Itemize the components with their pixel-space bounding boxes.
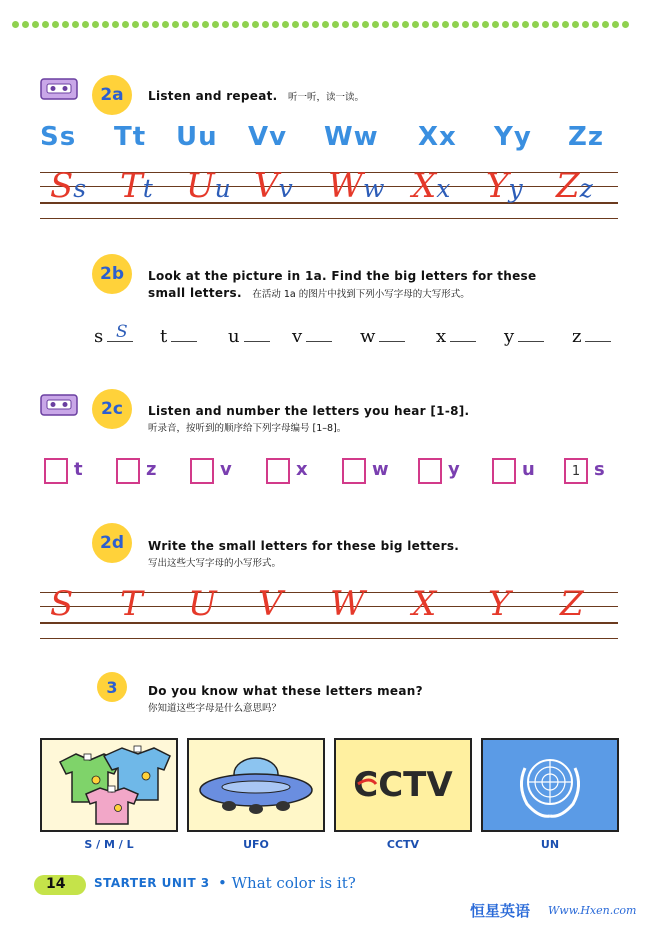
script-lower: v: [278, 174, 293, 203]
cctv-logo-icon: [336, 740, 470, 830]
fill-letter: y: [504, 326, 515, 347]
instruction-3-cn: 你知道这些字母是什么意思吗？: [148, 703, 282, 714]
instruction-2a-text: Listen and repeat.: [148, 89, 278, 103]
script-letter-row: [40, 166, 620, 222]
border-dot: [562, 21, 569, 28]
script-letter-pair: [412, 166, 450, 206]
border-dot: [52, 21, 59, 28]
cassette-icon: [40, 394, 78, 416]
border-dot: [332, 21, 339, 28]
box-letter: x: [296, 459, 308, 480]
fill-item: [228, 326, 270, 347]
print-letter-pair: Ww: [324, 122, 379, 152]
border-dot: [232, 21, 239, 28]
section-badge-2d: 2d: [92, 523, 132, 563]
border-dot: [462, 21, 469, 28]
border-dot: [592, 21, 599, 28]
print-letter-pair: Yy: [494, 122, 532, 152]
answer-blank[interactable]: [450, 327, 476, 342]
fill-letter: s: [94, 326, 104, 347]
border-dot: [172, 21, 179, 28]
border-dot: [372, 21, 379, 28]
number-box-example: 1: [564, 458, 588, 484]
answer-blank[interactable]: [585, 327, 611, 342]
fill-letter: z: [572, 326, 582, 347]
border-dot: [452, 21, 459, 28]
fill-letter: w: [360, 326, 376, 347]
script-letter-pair: [486, 166, 523, 206]
fill-item: [504, 326, 544, 347]
instruction-3-text: Do you know what these letters mean?: [148, 684, 423, 698]
border-dot: [252, 21, 259, 28]
number-box[interactable]: [190, 458, 214, 484]
box-letter: y: [448, 459, 460, 480]
box-letter: t: [74, 459, 83, 480]
page-number: 14: [46, 876, 66, 892]
border-dot: [12, 21, 19, 28]
script-lower: u: [214, 174, 231, 203]
border-dot: [492, 21, 499, 28]
script-upper: W: [328, 166, 363, 206]
instruction-2c: [148, 403, 469, 437]
script-letter-pair: [254, 166, 293, 206]
script-lower: z: [579, 174, 593, 203]
border-dot: [572, 21, 579, 28]
big-letter: U: [188, 584, 217, 624]
big-letter: S: [50, 584, 74, 624]
big-letter-row: [40, 584, 620, 630]
instruction-2d: [148, 538, 459, 572]
border-dot: [432, 21, 439, 28]
border-dot: [352, 21, 359, 28]
number-box[interactable]: [116, 458, 140, 484]
watermark-cn: 恒星英语: [470, 902, 531, 920]
number-box[interactable]: [342, 458, 366, 484]
script-letter-pair: [328, 166, 384, 206]
border-dot: [552, 21, 559, 28]
fill-letter: x: [436, 326, 447, 347]
fill-item: [572, 326, 611, 347]
picture-clothes: [40, 738, 178, 832]
instruction-3: [148, 683, 423, 717]
footer-unit: STARTER UNIT 3: [94, 876, 210, 890]
script-lower: y: [508, 174, 523, 203]
border-dot: [312, 21, 319, 28]
border-dot: [622, 21, 629, 28]
border-dot: [82, 21, 89, 28]
fill-item: [360, 326, 405, 347]
border-dot: [502, 21, 509, 28]
un-emblem-icon: [483, 740, 617, 830]
print-letter-row: [40, 122, 630, 158]
border-dot: [102, 21, 109, 28]
border-dot: [472, 21, 479, 28]
number-box[interactable]: [418, 458, 442, 484]
script-upper: V: [254, 166, 279, 206]
print-letter-pair: Uu: [176, 122, 218, 152]
border-dot: [92, 21, 99, 28]
box-letter: v: [220, 459, 232, 480]
section-badge-2b: 2b: [92, 254, 132, 294]
section-badge-2c: 2c: [92, 389, 132, 429]
big-letter: T: [120, 584, 143, 624]
border-dot: [112, 21, 119, 28]
box-letter: z: [146, 459, 157, 480]
big-letter: W: [330, 584, 365, 624]
script-upper: X: [412, 166, 437, 206]
script-upper: Y: [486, 166, 509, 206]
picture-cctv: [334, 738, 472, 832]
border-dot: [192, 21, 199, 28]
border-dot: [322, 21, 329, 28]
answer-blank[interactable]: [244, 327, 270, 342]
border-dot: [132, 21, 139, 28]
border-dot: [412, 21, 419, 28]
cctv-logo-text: CCTV: [353, 765, 453, 805]
border-dot: [122, 21, 129, 28]
instruction-2c-text: Listen and number the letters you hear [1-8].: [148, 404, 470, 418]
border-dot: [222, 21, 229, 28]
picture-label: UN: [540, 838, 560, 851]
big-letter: Y: [488, 584, 511, 624]
print-letter-pair: Ss: [40, 122, 77, 152]
border-dot: [482, 21, 489, 28]
picture-label: S / M / L: [84, 838, 134, 851]
script-lower: t: [142, 174, 153, 203]
border-dot: [42, 21, 49, 28]
number-box[interactable]: [266, 458, 290, 484]
border-dot: [72, 21, 79, 28]
script-lower: s: [73, 174, 87, 203]
box-letter: w: [372, 459, 389, 480]
script-upper: Z: [556, 166, 580, 206]
instruction-2c-cn: 听录音，按听到的顺序给下列字母编号 [1–8]。: [148, 423, 347, 434]
big-letter: V: [258, 584, 283, 624]
picture-ufo: [187, 738, 325, 832]
border-dot: [342, 21, 349, 28]
script-lower: w: [362, 174, 385, 203]
instruction-2b-line1: Look at the picture in 1a. Find the big letters for these: [148, 269, 537, 283]
border-dot: [152, 21, 159, 28]
number-box[interactable]: [44, 458, 68, 484]
border-dot: [582, 21, 589, 28]
border-dot: [142, 21, 149, 28]
script-lower: x: [436, 174, 451, 203]
fill-letter: u: [228, 326, 240, 347]
border-dot: [402, 21, 409, 28]
border-dot: [602, 21, 609, 28]
fill-letter: v: [292, 326, 303, 347]
fill-item: [160, 326, 197, 347]
instruction-2b-cn: 在活动 1a 的图片中找到下列小写字母的大写形式。: [252, 289, 470, 300]
answer-blank[interactable]: [518, 327, 544, 342]
clothes-sizes-icon: [42, 740, 176, 830]
print-letter-pair: Zz: [568, 122, 604, 152]
border-dot: [262, 21, 269, 28]
section-badge-3: 3: [97, 672, 127, 702]
footer-title: • What color is it?: [218, 874, 356, 892]
border-dot: [612, 21, 619, 28]
script-letter-pair: [50, 166, 86, 206]
border-dot: [22, 21, 29, 28]
instruction-2d-cn: 写出这些大写字母的小写形式。: [148, 558, 282, 569]
instruction-2a-cn: 听一听，读一读。: [287, 92, 364, 103]
instruction-2a: [148, 89, 364, 103]
picture-label: UFO: [243, 838, 269, 851]
border-dot: [242, 21, 249, 28]
fill-item: [436, 326, 476, 347]
number-box[interactable]: [492, 458, 516, 484]
border-dot: [212, 21, 219, 28]
border-dot: [392, 21, 399, 28]
box-letter: s: [594, 459, 605, 480]
border-dot: [362, 21, 369, 28]
fill-item: [292, 326, 332, 347]
picture-label: CCTV: [386, 838, 420, 851]
border-dot: [302, 21, 309, 28]
border-dot: [272, 21, 279, 28]
script-letter-pair: [556, 166, 593, 206]
print-letter-pair: Tt: [114, 122, 147, 152]
print-letter-pair: Vv: [248, 122, 288, 152]
number-box-row: [44, 458, 624, 488]
answer-blank[interactable]: [171, 327, 197, 342]
border-dot: [202, 21, 209, 28]
script-upper: T: [120, 166, 143, 206]
border-dot: [522, 21, 529, 28]
instruction-2b-line2: small letters.: [148, 286, 242, 300]
section-badge-2a: 2a: [92, 75, 132, 115]
instruction-2b: [148, 268, 626, 303]
picture-un: [481, 738, 619, 832]
answer-blank[interactable]: [379, 327, 405, 342]
fill-example-answer: S: [116, 322, 128, 342]
top-dot-border: [12, 18, 634, 32]
print-letter-pair: Xx: [418, 122, 457, 152]
border-dot: [532, 21, 539, 28]
border-dot: [422, 21, 429, 28]
script-letter-pair: [120, 166, 153, 206]
border-dot: [32, 21, 39, 28]
border-dot: [442, 21, 449, 28]
script-letter-pair: [186, 166, 231, 206]
fill-in-row: [94, 322, 624, 352]
instruction-2d-text: Write the small letters for these big letters.: [148, 539, 460, 553]
cassette-icon: [40, 78, 78, 100]
border-dot: [182, 21, 189, 28]
watermark-url: Www.Hxen.com: [548, 904, 637, 917]
big-letter: Z: [560, 584, 584, 624]
ufo-icon: [189, 740, 323, 830]
border-dot: [162, 21, 169, 28]
script-upper: S: [50, 166, 74, 206]
box-letter: u: [522, 459, 535, 480]
border-dot: [282, 21, 289, 28]
border-dot: [62, 21, 69, 28]
border-dot: [292, 21, 299, 28]
border-dot: [512, 21, 519, 28]
border-dot: [382, 21, 389, 28]
fill-letter: t: [160, 326, 168, 347]
answer-blank[interactable]: [306, 327, 332, 342]
script-upper: U: [186, 166, 215, 206]
big-letter: X: [412, 584, 437, 624]
border-dot: [542, 21, 549, 28]
